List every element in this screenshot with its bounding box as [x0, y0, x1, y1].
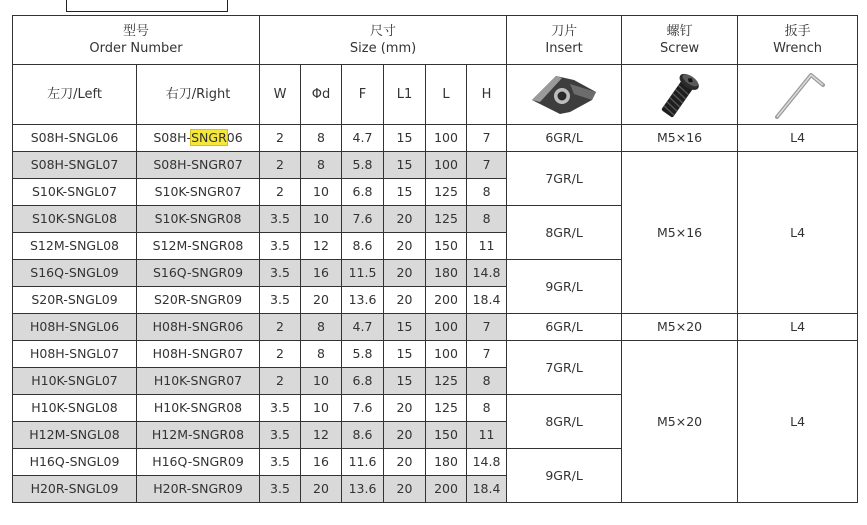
left-cell: H10K-SNGL08 [13, 395, 137, 422]
f-cell: 5.8 [342, 341, 384, 368]
l-cell: 180 [426, 449, 467, 476]
right-cell: H12M-SNGR08 [137, 422, 260, 449]
d-cell: 8 [301, 125, 342, 152]
h-cell: 11 [467, 422, 507, 449]
table-row [13, 314, 858, 341]
left-cell: S16Q-SNGL09 [13, 260, 137, 287]
screw-cell: M5×20 [622, 314, 738, 341]
h-header: H [467, 65, 507, 125]
h-cell: 7 [467, 152, 507, 179]
right-cell: H10K-SNGR08 [137, 395, 260, 422]
h-cell: 8 [467, 395, 507, 422]
d-cell: 8 [301, 341, 342, 368]
l1-cell: 15 [384, 341, 426, 368]
l-cell: 150 [426, 422, 467, 449]
wrench-cell: L4 [738, 341, 858, 503]
w-cell: 3.5 [260, 260, 301, 287]
h-cell: 8 [467, 206, 507, 233]
size-header: 尺寸 Size (mm) [260, 16, 507, 65]
right-cell: S12M-SNGR08 [137, 233, 260, 260]
l-cell: 100 [426, 125, 467, 152]
f-cell: 8.6 [342, 233, 384, 260]
insert-cell: 9GR/L [507, 449, 622, 503]
wrench-header: 扳手 Wrench [738, 16, 858, 65]
left-cell: H10K-SNGL07 [13, 368, 137, 395]
w-cell: 3.5 [260, 287, 301, 314]
left-cell: S12M-SNGL08 [13, 233, 137, 260]
w-cell: 2 [260, 368, 301, 395]
h-cell: 11 [467, 233, 507, 260]
l-cell: 100 [426, 341, 467, 368]
right-cell: H08H-SNGR06 [137, 314, 260, 341]
f-cell: 13.6 [342, 476, 384, 503]
screw-cell: M5×16 [622, 152, 738, 314]
d-cell: 10 [301, 368, 342, 395]
right-cell: S10K-SNGR07 [137, 179, 260, 206]
l-cell: 125 [426, 179, 467, 206]
l1-cell: 15 [384, 314, 426, 341]
l-cell: 125 [426, 206, 467, 233]
right-cell: S10K-SNGR08 [137, 206, 260, 233]
f-cell: 7.6 [342, 395, 384, 422]
f-cell: 4.7 [342, 314, 384, 341]
right-cell: H20R-SNGR09 [137, 476, 260, 503]
h-cell: 18.4 [467, 476, 507, 503]
insert-cell: 6GR/L [507, 125, 622, 152]
h-cell: 7 [467, 125, 507, 152]
w-cell: 2 [260, 125, 301, 152]
l-cell: 125 [426, 395, 467, 422]
h-cell: 14.8 [467, 449, 507, 476]
screw-image-cell [622, 65, 738, 125]
top-label-box [66, 0, 228, 12]
right-cell: H10K-SNGR07 [137, 368, 260, 395]
w-cell: 2 [260, 179, 301, 206]
table-row [13, 125, 858, 152]
l1-cell: 15 [384, 368, 426, 395]
spec-table [12, 15, 858, 503]
screw-cell: M5×16 [622, 125, 738, 152]
d-cell: 16 [301, 449, 342, 476]
insert-header: 刀片 Insert [507, 16, 622, 65]
d-cell: 8 [301, 314, 342, 341]
right-header: 右刀/Right [137, 65, 260, 125]
left-cell: S10K-SNGL07 [13, 179, 137, 206]
left-cell: H08H-SNGL06 [13, 314, 137, 341]
f-cell: 6.8 [342, 179, 384, 206]
highlighted-text: SNGR [191, 130, 227, 145]
f-cell: 6.8 [342, 368, 384, 395]
h-cell: 18.4 [467, 287, 507, 314]
l-cell: 200 [426, 287, 467, 314]
l-cell: 125 [426, 368, 467, 395]
w-cell: 2 [260, 341, 301, 368]
h-cell: 8 [467, 368, 507, 395]
right-cell: S20R-SNGR09 [137, 287, 260, 314]
f-cell: 4.7 [342, 125, 384, 152]
wrench-icon [765, 67, 831, 123]
f-cell: 8.6 [342, 422, 384, 449]
d-cell: 12 [301, 422, 342, 449]
insert-cell: 8GR/L [507, 206, 622, 260]
w-header: W [260, 65, 301, 125]
right-cell: S08H-SNGR07 [137, 152, 260, 179]
left-cell: S08H-SNGL06 [13, 125, 137, 152]
w-cell: 3.5 [260, 233, 301, 260]
l1-cell: 20 [384, 476, 426, 503]
wrench-cell: L4 [738, 125, 858, 152]
left-cell: S20R-SNGL09 [13, 287, 137, 314]
h-cell: 14.8 [467, 260, 507, 287]
l1-cell: 15 [384, 152, 426, 179]
screw-icon [652, 68, 708, 122]
w-cell: 3.5 [260, 206, 301, 233]
h-cell: 8 [467, 179, 507, 206]
l-cell: 200 [426, 476, 467, 503]
l-header: L [426, 65, 467, 125]
l1-cell: 20 [384, 449, 426, 476]
d-cell: 10 [301, 206, 342, 233]
w-cell: 3.5 [260, 422, 301, 449]
d-cell: 16 [301, 260, 342, 287]
table-row [13, 152, 858, 179]
insert-cell: 8GR/L [507, 395, 622, 449]
l-cell: 100 [426, 152, 467, 179]
l1-cell: 20 [384, 422, 426, 449]
w-cell: 3.5 [260, 449, 301, 476]
l1-cell: 20 [384, 260, 426, 287]
wrench-cell: L4 [738, 152, 858, 314]
table-row [13, 341, 858, 368]
l1-cell: 20 [384, 206, 426, 233]
l-cell: 150 [426, 233, 467, 260]
f-cell: 11.6 [342, 449, 384, 476]
right-cell: H08H-SNGR07 [137, 341, 260, 368]
l-cell: 100 [426, 314, 467, 341]
h-cell: 7 [467, 341, 507, 368]
header-row-2 [13, 65, 858, 125]
l1-header: L1 [384, 65, 426, 125]
insert-cell: 9GR/L [507, 260, 622, 314]
left-cell: S10K-SNGL08 [13, 206, 137, 233]
w-cell: 3.5 [260, 395, 301, 422]
header-row-1 [13, 16, 858, 65]
insert-icon [526, 70, 602, 120]
l1-cell: 20 [384, 287, 426, 314]
insert-cell: 7GR/L [507, 341, 622, 395]
left-cell: H12M-SNGL08 [13, 422, 137, 449]
insert-cell: 6GR/L [507, 314, 622, 341]
d-header: Φd [301, 65, 342, 125]
d-cell: 10 [301, 179, 342, 206]
l1-cell: 15 [384, 125, 426, 152]
right-cell: S08H-SNGR06 [137, 125, 260, 152]
d-cell: 20 [301, 287, 342, 314]
left-cell: H08H-SNGL07 [13, 341, 137, 368]
d-cell: 8 [301, 152, 342, 179]
model-header: 型号 Order Number [13, 16, 260, 65]
wrench-cell: L4 [738, 314, 858, 341]
f-cell: 13.6 [342, 287, 384, 314]
left-cell: H20R-SNGL09 [13, 476, 137, 503]
insert-image-cell [507, 65, 622, 125]
d-cell: 10 [301, 395, 342, 422]
right-cell: S16Q-SNGR09 [137, 260, 260, 287]
f-header: F [342, 65, 384, 125]
l-cell: 180 [426, 260, 467, 287]
h-cell: 7 [467, 314, 507, 341]
screw-cell: M5×20 [622, 341, 738, 503]
f-cell: 11.5 [342, 260, 384, 287]
w-cell: 2 [260, 314, 301, 341]
screw-header: 螺钉 Screw [622, 16, 738, 65]
w-cell: 2 [260, 152, 301, 179]
f-cell: 7.6 [342, 206, 384, 233]
l1-cell: 15 [384, 179, 426, 206]
left-cell: H16Q-SNGL09 [13, 449, 137, 476]
w-cell: 3.5 [260, 476, 301, 503]
l1-cell: 20 [384, 233, 426, 260]
l1-cell: 20 [384, 395, 426, 422]
wrench-image-cell [738, 65, 858, 125]
d-cell: 20 [301, 476, 342, 503]
right-cell: H16Q-SNGR09 [137, 449, 260, 476]
insert-cell: 7GR/L [507, 152, 622, 206]
d-cell: 12 [301, 233, 342, 260]
left-header: 左刀/Left [13, 65, 137, 125]
left-cell: S08H-SNGL07 [13, 152, 137, 179]
f-cell: 5.8 [342, 152, 384, 179]
